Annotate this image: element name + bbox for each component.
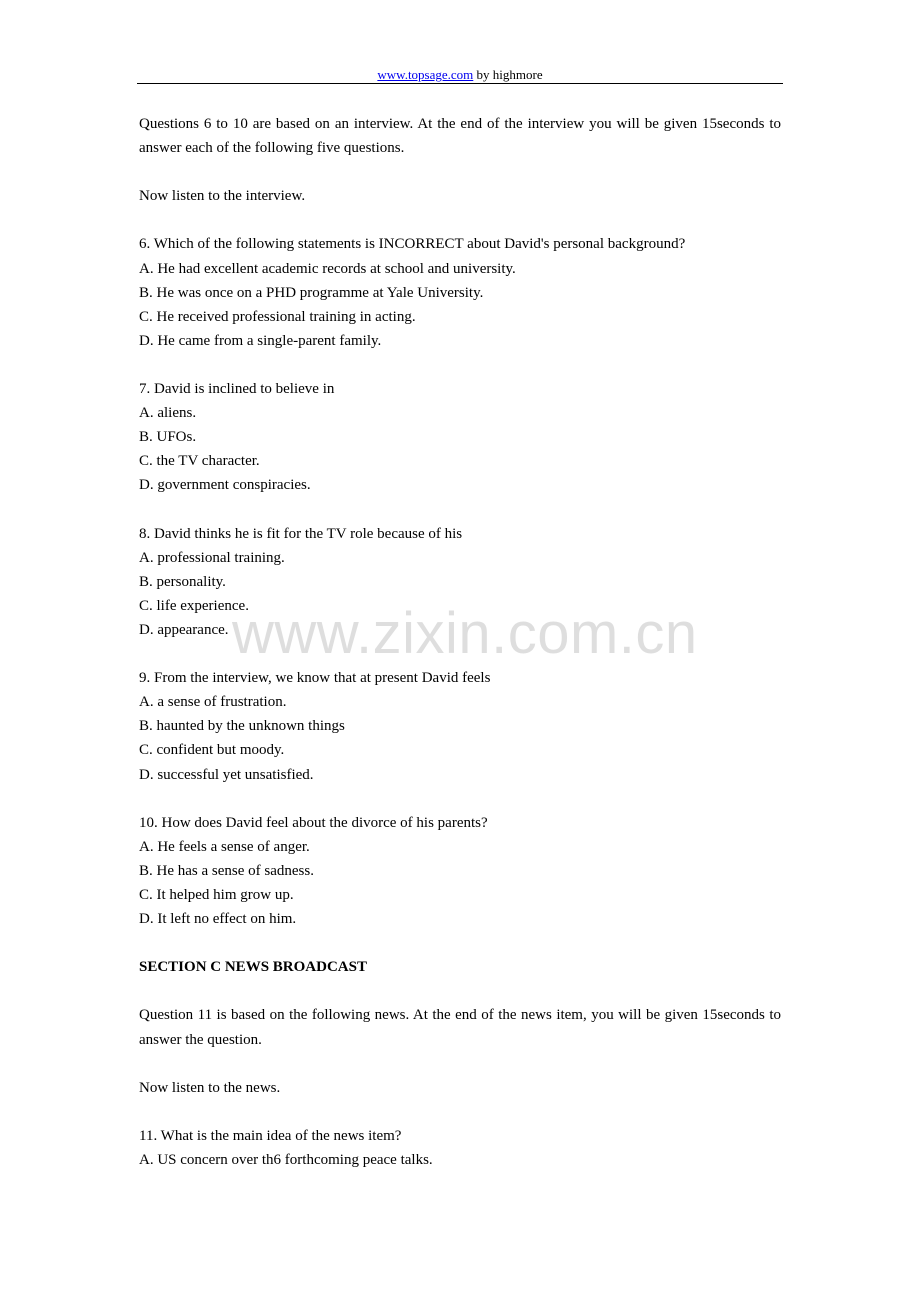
spacer [139,498,781,522]
spacer [139,208,781,232]
question-stem: 11. What is the main idea of the news item? [139,1127,402,1144]
page-header [137,66,783,83]
header-suffix: by highmore [473,67,543,82]
answer-option: B. He was once on a PHD programme at Yale University. [139,284,484,301]
answer-option: D. government conspiracies. [139,477,311,494]
question-11 [139,1124,781,1172]
question-stem: 8. David thinks he is fit for the TV role because of his [139,525,463,542]
interview-instructions: Questions 6 to 10 are based on an interview. At the end of the interview you will be given 15seconds to answer each of the following five questions. [139,116,781,157]
answer-option: D. It left no effect on him. [139,911,297,928]
answer-option: A. professional training. [139,549,285,566]
question-10 [139,811,781,931]
question-8 [139,522,781,642]
spacer [139,931,781,955]
spacer [139,787,781,811]
spacer [139,353,781,377]
question-stem: 10. How does David feel about the divorce of his parents? [139,814,488,831]
answer-option: A. He feels a sense of anger. [139,838,310,855]
answer-option: A. He had excellent academic records at school and university. [139,260,516,277]
answer-option: C. the TV character. [139,453,260,470]
question-stem: 9. From the interview, we know that at present David feels [139,670,491,687]
spacer [139,979,781,1003]
question-9 [139,666,781,786]
news-instructions: Question 11 is based on the following news. At the end of the news item, you will be given 15seconds to answer the question. [139,1007,781,1048]
header-rule [137,83,783,84]
answer-option: B. haunted by the unknown things [139,718,345,735]
question-7 [139,377,781,497]
header-link[interactable]: www.topsage.com [377,67,474,82]
spacer [139,1052,781,1076]
answer-option: C. confident but moody. [139,742,285,759]
question-stem: 7. David is inclined to believe in [139,381,335,398]
answer-option: A. US concern over th6 forthcoming peace talks. [139,1152,433,1169]
spacer [139,642,781,666]
answer-option: D. successful yet unsatisfied. [139,766,314,783]
answer-option: C. He received professional training in acting. [139,308,416,325]
question-6 [139,232,781,352]
answer-option: D. He came from a single-parent family. [139,332,382,349]
spacer [139,160,781,184]
spacer [139,1100,781,1124]
section-heading: SECTION C NEWS BROADCAST [139,959,367,976]
answer-option: D. appearance. [139,621,229,638]
answer-option: B. He has a sense of sadness. [139,862,314,879]
answer-option: A. aliens. [139,405,197,422]
document-body [139,112,781,1172]
question-stem: 6. Which of the following statements is INCORRECT about David's personal background? [139,236,686,253]
watermark: www.zixin.com.cn [232,601,698,666]
answer-option: B. UFOs. [139,429,197,446]
answer-option: B. personality. [139,573,226,590]
news-listen-prompt: Now listen to the news. [139,1079,281,1096]
answer-option: C. It helped him grow up. [139,887,294,903]
answer-option: A. a sense of frustration. [139,694,287,711]
answer-option: C. life experience. [139,597,249,614]
interview-listen-prompt: Now listen to the interview. [139,188,306,205]
